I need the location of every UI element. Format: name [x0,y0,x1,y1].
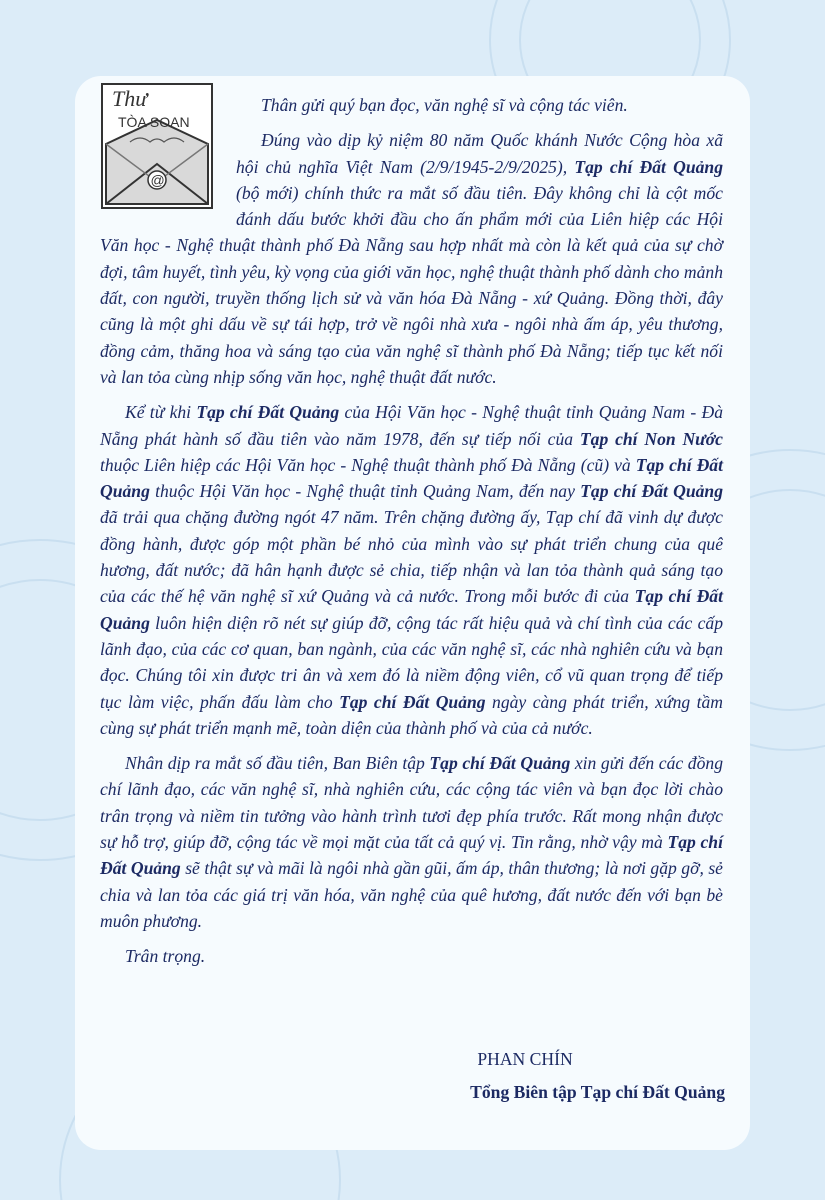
logo-line2: TÒA SOẠN [118,114,190,130]
logo-line1: Thư [112,86,148,111]
greeting: Thân gửi quý bạn đọc, văn nghệ sĩ và cộng tác viên. [261,95,628,115]
paragraph-2: Kể từ khi Tạp chí Đất Quảng của Hội Văn học - Nghệ thuật tỉnh Quảng Nam - Đà Nẵng phát hành số đầu tiên vào năm 1978, đến sự tiếp nối của Tạp chí Non Nước thuộc Liên hiệp các Hội Văn học - Nghệ thuật thành phố Đà Nẵng (cũ) và Tạp chí Đất Quảng thuộc Hội Văn học - Nghệ thuật tỉnh Quảng Nam, đến nay Tạp chí Đất Quảng đã trải qua chặng đường ngót 47 năm. Trên chặng đường ấy, Tạp chí đã vinh dự được đồng hành, được góp một phần bé nhỏ của mình vào sự phát triển chung của quê hương, đất nước; đã hân hạnh được sẻ chia, tiếp nhận và lan tỏa thành quả sáng tạo của các thế hệ văn nghệ sĩ xứ Quảng và cả nước. Trong mỗi bước đi của Tạp chí Đất Quảng luôn hiện diện rõ nét sự giúp đỡ, cộng tác rất hiệu quả và chí tình của các cấp lãnh đạo, của các cơ quan, ban ngành, của các văn nghệ sĩ, các nhà nghiên cứu và bạn đọc. Chúng tôi xin được tri ân và xem đó là niềm động viên, cổ vũ quan trọng để tiếp tục làm việc, phấn đấu làm cho Tạp chí Đất Quảng ngày càng phát triển, xứng tầm cùng sự phát triển mạnh mẽ, toàn diện của thành phố và của cả nước. [100,402,724,738]
signature-title: Tổng Biên tập Tạp chí Đất Quảng [470,1082,725,1102]
logo-symbol: @ [150,172,165,188]
logo-space [100,92,236,224]
paragraph-3: Nhân dịp ra mắt số đầu tiên, Ban Biên tập Tạp chí Đất Quảng xin gửi đến các đồng chí lãnh đạo, các văn nghệ sĩ, nhà nghiên cứu, các cộng tác viên và bạn đọc lời chào trân trọng và niềm tin tưởng vào hành trình tươi đẹp phía trước. Rất mong nhận được sự hỗ trợ, giúp đỡ, cộng tác về mọi mặt của tất cả quý vị. Tin rằng, nhờ vậy mà Tạp chí Đất Quảng sẽ thật sự và mãi là ngôi nhà gần gũi, ấm áp, thân thương; là nơi gặp gỡ, sẻ chia và lan tỏa các giá trị văn hóa, văn nghệ của quê hương, đất nước đến với bạn bè muôn phương. [100,753,723,931]
signature-name: PHAN CHÍN [477,1049,573,1069]
paragraph-1: Đúng vào dịp kỷ niệm 80 năm Quốc khánh Nước Cộng hòa xã hội chủ nghĩa Việt Nam (2/9/1945-2/9/2025), Tạp chí Đất Quảng (bộ mới) chính thức ra mắt số đầu tiên. Đây không chỉ là cột mốc đánh dấu bước khởi đầu cho ấn phẩm mới của Liên hiệp các Hội Văn học - Nghệ thuật thành phố Đà Nẵng sau hợp nhất mà còn là kết quả của sự chờ đợi, tâm huyết, tình yêu, kỳ vọng của giới văn học, nghệ thuật thành phố dành cho mảnh đất, con người, truyền thống lịch sử và văn hóa Đà Nẵng - xứ Quảng. Đồng thời, đây cũng là một ghi dấu về sự tái hợp, trở về ngôi nhà xưa - ngôi nhà ấm áp, yêu thương, đồng cảm, thăng hoa và sáng tạo của văn nghệ sĩ thành phố Đà Nẵng; tiếp tục kết nối và lan tỏa cùng nhịp sống văn học, nghệ thuật đất nước. [100,130,723,387]
closing: Trân trọng. [125,946,206,967]
letter-body [100,92,723,979]
